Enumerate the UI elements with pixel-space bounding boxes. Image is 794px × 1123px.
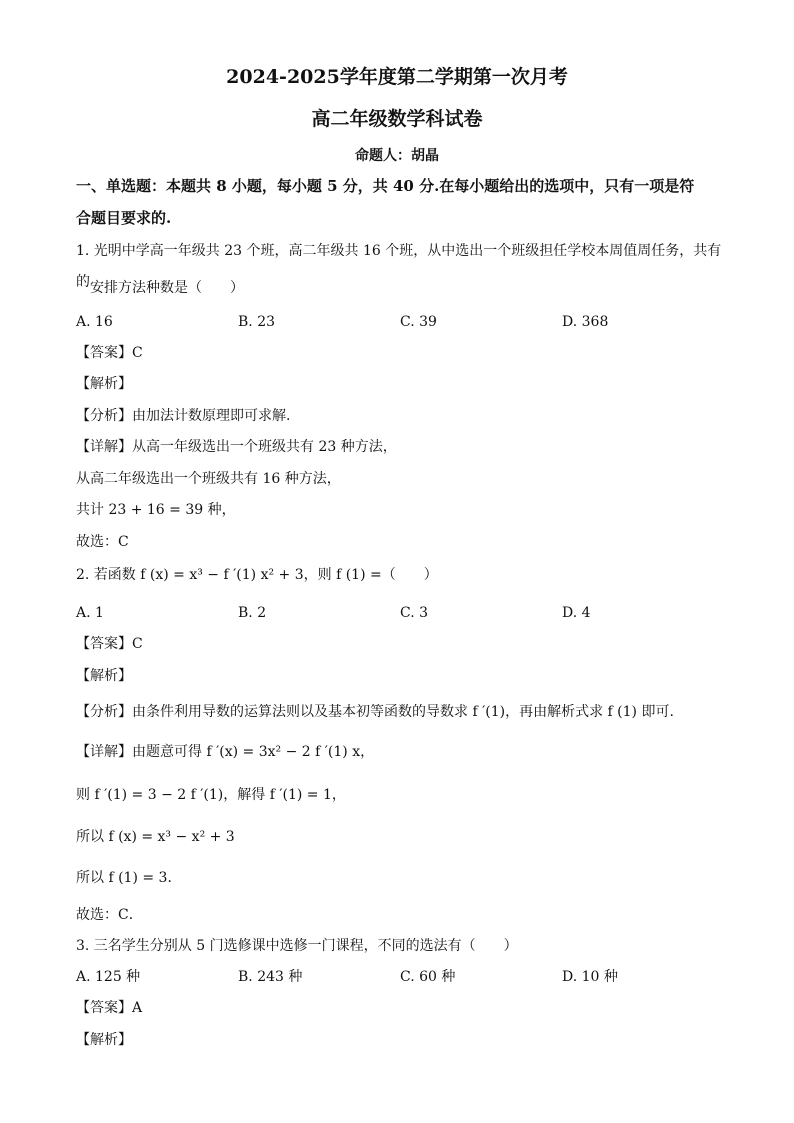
- q1-conclusion: 故选：C: [76, 534, 129, 550]
- section-heading-line2: 合题目要求的.: [76, 209, 172, 227]
- q3-option-b: B. 243 种: [238, 969, 303, 985]
- q1-analysis-label: 【解析】: [76, 376, 132, 392]
- q2-step3: 所以 f (x) = x³ − x² + 3: [76, 829, 235, 845]
- q1-option-d: D. 368: [562, 314, 609, 330]
- q2-xiangjie: 【详解】由题意可得 f ′(x) = 3x² − 2 f ′(1) x，: [76, 744, 375, 760]
- q2-option-d: D. 4: [562, 605, 591, 621]
- q2-analysis-label: 【解析】: [76, 668, 132, 684]
- q2-step4: 所以 f (1) = 3．: [76, 870, 182, 886]
- q3-answer: 【答案】A: [76, 1000, 143, 1016]
- q1-fenxi: 【分析】由加法计数原理即可求解.: [76, 408, 291, 424]
- q2-option-b: B. 2: [238, 605, 267, 621]
- q1-stem-text: 安排方法种数是（ ）: [90, 280, 244, 296]
- exam-subtitle: 高二年级数学科试卷: [311, 108, 483, 130]
- q2-answer: 【答案】C: [76, 636, 143, 652]
- q2-stem: 2. 若函数 f (x) = x³ − f ′(1) x² + 3，则 f (1) =（ ）: [76, 567, 438, 583]
- q2-option-c: C. 3: [400, 605, 429, 621]
- exam-title: 2024-2025学年度第二学期第一次月考: [226, 66, 568, 88]
- q2-fenxi: 【分析】由条件利用导数的运算法则以及基本初等函数的导数求 f ′(1)，再由解析式求 f (1) 即可.: [76, 704, 674, 720]
- q3-option-a: A. 125 种: [76, 969, 141, 985]
- q1-option-c: C. 39: [400, 314, 437, 330]
- q2-step2: 则 f ′(1) = 3 − 2 f ′(1)，解得 f ′(1) = 1，: [76, 787, 346, 803]
- q1-xiangjie: 【详解】从高一年级选出一个班级共有 23 种方法，: [76, 439, 397, 455]
- q3-option-d: D. 10 种: [562, 969, 618, 985]
- q1-step2: 从高二年级选出一个班级共有 16 种方法，: [76, 471, 341, 487]
- q1-step3: 共计 23 + 16 = 39 种，: [76, 502, 236, 518]
- q3-stem: 3. 三名学生分别从 5 门选修课中选修一门课程，不同的选法有（ ）: [76, 938, 518, 954]
- q2-option-a: A. 1: [76, 605, 104, 621]
- q1-option-b: B. 23: [238, 314, 276, 330]
- q1-option-a: A. 16: [76, 314, 113, 330]
- q1-stem-prefix: 的: [76, 274, 90, 290]
- q1-stem-line2: [76, 274, 244, 297]
- author-line: 命题人：胡晶: [355, 148, 439, 164]
- q2-conclusion: 故选：C．: [76, 907, 143, 923]
- section-heading-line1: 一、单选题：本题共 8 小题，每小题 5 分，共 40 分.在每小题给出的选项中，只有一项是符: [76, 177, 695, 195]
- q3-option-c: C. 60 种: [400, 969, 456, 985]
- q1-stem-line1: 1. 光明中学高一年级共 23 个班，高二年级共 16 个班，从中选出一个班级担任学校本周值周任务，共有: [76, 243, 722, 259]
- q1-answer: 【答案】C: [76, 345, 143, 361]
- q3-analysis-label: 【解析】: [76, 1032, 132, 1048]
